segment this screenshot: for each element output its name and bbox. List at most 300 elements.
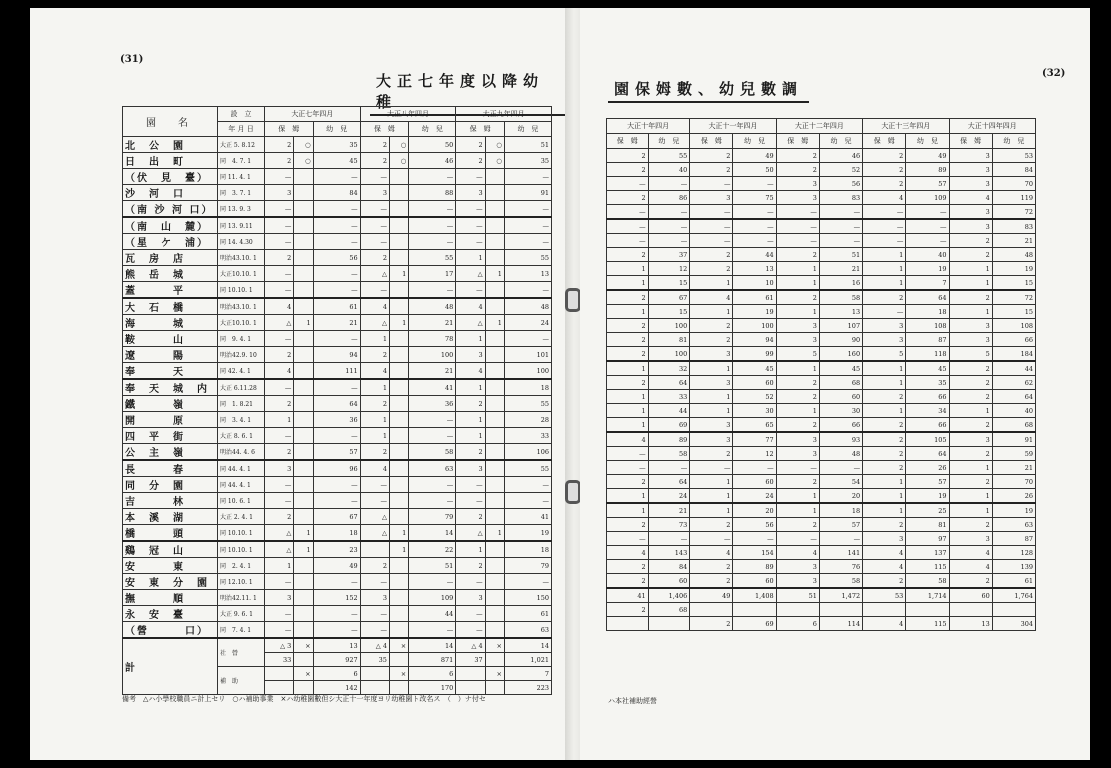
cell-value: ○ <box>389 137 408 153</box>
col-year: 大正十四年四月 <box>949 119 1035 134</box>
cell-value: 13 <box>733 262 776 276</box>
cell-value: 3 <box>949 333 992 347</box>
kindergarten-name: 熊 岳 城 <box>123 266 218 282</box>
cell-value: 3 <box>690 376 733 390</box>
cell-value: 30 <box>819 404 862 418</box>
cell-value: 1 <box>294 541 313 558</box>
cell-value: 57 <box>906 475 949 489</box>
cell-value: 21 <box>648 503 690 518</box>
cell-value: 3 <box>949 319 992 333</box>
cell-value: 46 <box>409 153 456 169</box>
cell-value: 63 <box>409 460 456 477</box>
established-date: 同 12.10. 1 <box>218 574 265 590</box>
cell-value: 69 <box>648 418 690 433</box>
cell-value: 3 <box>265 185 294 201</box>
cell-value: 45 <box>906 361 949 376</box>
cell-value: 2 <box>265 153 294 169</box>
cell-value: — <box>607 532 649 546</box>
cell-value: — <box>360 169 389 185</box>
total-value: × <box>485 667 504 681</box>
cell-value: — <box>456 493 485 509</box>
cell-value: 2 <box>690 262 733 276</box>
cell-value: — <box>819 234 862 248</box>
kindergarten-table-right <box>606 118 1036 631</box>
cell-value: — <box>265 622 294 639</box>
cell-value: — <box>409 169 456 185</box>
page-title: 園保姆數、幼兒數調 <box>608 78 809 103</box>
cell-value: △ <box>360 509 389 525</box>
table-row <box>123 574 552 590</box>
cell-value: — <box>265 266 294 282</box>
established-date: 明治43.10. 1 <box>218 250 265 266</box>
cell-value: 1 <box>607 390 649 404</box>
total-value <box>607 617 649 631</box>
cell-value: 34 <box>906 404 949 418</box>
cell-value: 1 <box>360 379 389 396</box>
total-row <box>607 617 1036 631</box>
cell-value: △ <box>456 315 485 331</box>
table-row <box>123 298 552 315</box>
cell-value: 4 <box>863 560 906 574</box>
kindergarten-name: 沙 河 口 <box>123 185 218 201</box>
cell-value: 2 <box>265 509 294 525</box>
table-row <box>123 153 552 169</box>
cell-value: 5 <box>949 347 992 362</box>
kindergarten-name: （營 口） <box>123 622 218 639</box>
cell-value: 2 <box>776 248 819 262</box>
cell-value: 3 <box>776 447 819 461</box>
cell-value: — <box>776 532 819 546</box>
cell-value: 64 <box>648 376 690 390</box>
cell-value: — <box>265 606 294 622</box>
cell-value: 2 <box>360 137 389 153</box>
cell-value: 2 <box>607 347 649 362</box>
cell-value: — <box>733 205 776 220</box>
col-teacher: 保 姆 <box>607 134 649 149</box>
cell-value: 89 <box>906 163 949 177</box>
cell-value: — <box>313 379 360 396</box>
cell-value: — <box>360 282 389 299</box>
cell-value <box>485 298 504 315</box>
cell-value <box>485 217 504 234</box>
cell-value: — <box>863 219 906 234</box>
cell-value: 105 <box>906 432 949 447</box>
cell-value: 2 <box>863 163 906 177</box>
cell-value: 44 <box>733 248 776 262</box>
total-value <box>360 667 389 681</box>
cell-value: 40 <box>906 248 949 262</box>
page-title: 大正七年度以降幼稚 <box>370 70 570 116</box>
cell-value: 17 <box>409 266 456 282</box>
cell-value: 26 <box>906 461 949 475</box>
cell-value: 19 <box>906 489 949 504</box>
cell-value: 60 <box>733 376 776 390</box>
cell-value: 15 <box>992 276 1035 291</box>
total-value <box>648 617 690 631</box>
cell-value: 60 <box>733 475 776 489</box>
cell-value: — <box>733 234 776 248</box>
cell-value: 3 <box>776 319 819 333</box>
cell-value: 2 <box>863 447 906 461</box>
cell-value: 4 <box>949 546 992 560</box>
cell-value: 1 <box>863 262 906 276</box>
cell-value: — <box>456 622 485 639</box>
cell-value <box>485 477 504 493</box>
cell-value: — <box>265 477 294 493</box>
kindergarten-table-left <box>122 106 552 695</box>
cell-value: — <box>607 219 649 234</box>
kindergarten-name: 鷄 冠 山 <box>123 541 218 558</box>
cell-value: 4 <box>360 298 389 315</box>
cell-value: 2 <box>265 347 294 363</box>
table-row <box>607 333 1036 347</box>
cell-value: 40 <box>992 404 1035 418</box>
kindergarten-name: 遼 陽 <box>123 347 218 363</box>
cell-value: 3 <box>863 532 906 546</box>
cell-value: 1 <box>863 489 906 504</box>
cell-value: 2 <box>360 444 389 461</box>
cell-value: — <box>360 622 389 639</box>
cell-value: 2 <box>607 518 649 532</box>
total-value: 142 <box>313 681 360 695</box>
cell-value: — <box>690 177 733 191</box>
kindergarten-name: 奉 天 城 内 <box>123 379 218 396</box>
cell-value: — <box>360 493 389 509</box>
cell-value: — <box>504 477 551 493</box>
cell-value: 87 <box>906 333 949 347</box>
cell-value: 91 <box>504 185 551 201</box>
cell-value: — <box>265 201 294 218</box>
cell-value: 100 <box>648 347 690 362</box>
cell-value: — <box>906 205 949 220</box>
cell-value: 40 <box>648 163 690 177</box>
total-value: 1,021 <box>504 653 551 667</box>
cell-value: — <box>456 169 485 185</box>
cell-value: 64 <box>906 290 949 305</box>
cell-value: 2 <box>690 333 733 347</box>
right-page <box>580 8 1090 760</box>
cell-value: 30 <box>733 404 776 418</box>
established-date: 同 14. 4.30 <box>218 234 265 250</box>
total-value: 53 <box>863 588 906 603</box>
cell-value: — <box>313 606 360 622</box>
cell-value: 46 <box>819 149 862 163</box>
cell-value <box>485 234 504 250</box>
cell-value <box>294 444 313 461</box>
cell-value <box>485 169 504 185</box>
cell-value: — <box>360 574 389 590</box>
cell-value: 4 <box>863 191 906 205</box>
total-value: 2 <box>607 603 649 617</box>
cell-value: 100 <box>504 363 551 380</box>
cell-value <box>485 428 504 444</box>
table-row <box>607 475 1036 489</box>
cell-value: 3 <box>456 460 485 477</box>
total-value <box>294 681 313 695</box>
cell-value: 1 <box>360 331 389 347</box>
total-value: 6 <box>313 667 360 681</box>
cell-value: — <box>313 574 360 590</box>
cell-value <box>485 412 504 428</box>
cell-value: 4 <box>690 290 733 305</box>
cell-value: 14 <box>409 525 456 542</box>
kindergarten-name: 四 平 街 <box>123 428 218 444</box>
cell-value: 56 <box>819 177 862 191</box>
cell-value <box>294 201 313 218</box>
cell-value: — <box>733 219 776 234</box>
cell-value: 21 <box>313 315 360 331</box>
col-teacher: 保 姆 <box>776 134 819 149</box>
cell-value: 1 <box>456 412 485 428</box>
cell-value: 1 <box>456 428 485 444</box>
col-child: 幼 兒 <box>409 122 456 137</box>
cell-value <box>389 185 408 201</box>
cell-value: 12 <box>648 262 690 276</box>
kindergarten-name: 安 東 <box>123 558 218 574</box>
kindergarten-name: 日 出 町 <box>123 153 218 169</box>
cell-value: 2 <box>690 149 733 163</box>
table-row <box>123 185 552 201</box>
cell-value <box>389 250 408 266</box>
cell-value: 2 <box>607 376 649 390</box>
cell-value: — <box>313 622 360 639</box>
cell-value <box>485 606 504 622</box>
col-teacher: 保 姆 <box>265 122 314 137</box>
cell-value: 2 <box>863 149 906 163</box>
cell-value: 3 <box>776 574 819 589</box>
cell-value: 2 <box>690 574 733 589</box>
cell-value: 48 <box>992 248 1035 262</box>
total-value: 37 <box>456 653 485 667</box>
cell-value: 1 <box>776 305 819 319</box>
cell-value: 49 <box>313 558 360 574</box>
cell-value: 1 <box>776 262 819 276</box>
cell-value: 109 <box>409 590 456 606</box>
cell-value: 18 <box>819 503 862 518</box>
established-date: 大正 8. 6. 1 <box>218 428 265 444</box>
cell-value: — <box>456 574 485 590</box>
cell-value: 1 <box>690 489 733 504</box>
cell-value: 55 <box>504 460 551 477</box>
cell-value: 66 <box>992 333 1035 347</box>
cell-value: 5 <box>776 347 819 362</box>
cell-value: 77 <box>733 432 776 447</box>
cell-value: 1 <box>949 461 992 475</box>
cell-value: 57 <box>313 444 360 461</box>
cell-value: 2 <box>265 444 294 461</box>
kindergarten-name: 大 石 橋 <box>123 298 218 315</box>
col-child: 幼 兒 <box>648 134 690 149</box>
cell-value: 143 <box>648 546 690 560</box>
established-date: 同 3. 4. 1 <box>218 412 265 428</box>
cell-value <box>485 541 504 558</box>
cell-value: △ <box>265 315 294 331</box>
cell-value: 44 <box>648 404 690 418</box>
established-date: 大正 9. 6. 1 <box>218 606 265 622</box>
cell-value: 3 <box>265 460 294 477</box>
cell-value: — <box>504 574 551 590</box>
table-row <box>123 169 552 185</box>
cell-value: 12 <box>733 447 776 461</box>
cell-value: 1 <box>863 276 906 291</box>
table-row <box>123 622 552 639</box>
cell-value: 1 <box>607 305 649 319</box>
cell-value: 1 <box>607 503 649 518</box>
cell-value <box>294 428 313 444</box>
cell-value: — <box>313 266 360 282</box>
cell-value: 24 <box>504 315 551 331</box>
cell-value <box>485 574 504 590</box>
table-row <box>607 361 1036 376</box>
kindergarten-name: （星 ケ 浦） <box>123 234 218 250</box>
cell-value: 66 <box>906 418 949 433</box>
cell-value: — <box>607 447 649 461</box>
cell-value: — <box>607 205 649 220</box>
cell-value: 84 <box>648 560 690 574</box>
cell-value: 81 <box>648 333 690 347</box>
cell-value: 35 <box>906 376 949 390</box>
cell-value: 1 <box>485 315 504 331</box>
cell-value: 81 <box>906 518 949 532</box>
cell-value: 2 <box>863 390 906 404</box>
cell-value: — <box>360 234 389 250</box>
total-value <box>776 603 819 617</box>
cell-value: 61 <box>504 606 551 622</box>
cell-value: — <box>504 282 551 299</box>
table-row <box>607 305 1036 319</box>
cell-value: 4 <box>360 460 389 477</box>
established-date: 同 7. 4. 1 <box>218 622 265 639</box>
total-value <box>389 653 408 667</box>
cell-value: 72 <box>992 205 1035 220</box>
cell-value: 49 <box>733 149 776 163</box>
cell-value: 76 <box>819 560 862 574</box>
cell-value: 41 <box>504 509 551 525</box>
table-row <box>123 412 552 428</box>
col-child: 幼 兒 <box>504 122 551 137</box>
cell-value: — <box>819 219 862 234</box>
cell-value: — <box>607 234 649 248</box>
table-row <box>607 177 1036 191</box>
cell-value: — <box>648 461 690 475</box>
cell-value: 2 <box>360 347 389 363</box>
cell-value <box>389 509 408 525</box>
cell-value: △ <box>265 525 294 542</box>
cell-value: — <box>265 379 294 396</box>
total-value <box>294 653 313 667</box>
cell-value: — <box>265 493 294 509</box>
table-row <box>607 262 1036 276</box>
cell-value <box>294 347 313 363</box>
col-teacher: 保 姆 <box>863 134 906 149</box>
established-date: 同 10. 6. 1 <box>218 493 265 509</box>
cell-value: 75 <box>733 191 776 205</box>
cell-value: 10 <box>733 276 776 291</box>
total-sublabel: 補 助 <box>218 667 265 695</box>
cell-value: 83 <box>992 219 1035 234</box>
cell-value: 33 <box>648 390 690 404</box>
total-label: 計 <box>123 638 218 695</box>
cell-value: — <box>313 331 360 347</box>
cell-value: ○ <box>485 153 504 169</box>
cell-value: — <box>504 331 551 347</box>
footnote: ハ本社補助經營 <box>608 697 657 705</box>
cell-value <box>294 379 313 396</box>
cell-value: 3 <box>690 347 733 362</box>
cell-value: 15 <box>648 305 690 319</box>
cell-value: 150 <box>504 590 551 606</box>
cell-value: 4 <box>265 298 294 315</box>
cell-value: 106 <box>504 444 551 461</box>
table-row <box>123 379 552 396</box>
total-value <box>360 681 389 695</box>
total-value: 223 <box>504 681 551 695</box>
cell-value: 1 <box>389 525 408 542</box>
cell-value <box>485 331 504 347</box>
cell-value: 2 <box>360 558 389 574</box>
cell-value: 1 <box>863 475 906 489</box>
cell-value <box>485 379 504 396</box>
cell-value: 21 <box>819 262 862 276</box>
cell-value: 72 <box>992 290 1035 305</box>
cell-value: — <box>265 574 294 590</box>
total-value: 68 <box>648 603 690 617</box>
cell-value: 1 <box>949 489 992 504</box>
cell-value: 1 <box>360 412 389 428</box>
cell-value: 101 <box>504 347 551 363</box>
cell-value: — <box>360 606 389 622</box>
cell-value: 2 <box>265 250 294 266</box>
cell-value: 65 <box>733 418 776 433</box>
cell-value: 3 <box>949 205 992 220</box>
cell-value: 1 <box>690 305 733 319</box>
cell-value: 1 <box>776 503 819 518</box>
cell-value: — <box>456 606 485 622</box>
cell-value <box>389 331 408 347</box>
cell-value <box>485 185 504 201</box>
cell-value: 64 <box>313 396 360 412</box>
cell-value: 15 <box>648 276 690 291</box>
cell-value: 1 <box>949 262 992 276</box>
cell-value: 56 <box>733 518 776 532</box>
total-value: 2 <box>690 617 733 631</box>
cell-value: 58 <box>648 447 690 461</box>
cell-value: 1 <box>389 266 408 282</box>
cell-value: 1 <box>690 404 733 418</box>
cell-value: 3 <box>360 185 389 201</box>
established-date: 同 10.10. 1 <box>218 541 265 558</box>
cell-value: — <box>456 234 485 250</box>
total-value: 114 <box>819 617 862 631</box>
cell-value: 2 <box>690 319 733 333</box>
cell-value: — <box>313 282 360 299</box>
cell-value <box>294 622 313 639</box>
cell-value: 1 <box>607 418 649 433</box>
total-value: 1,406 <box>648 588 690 603</box>
cell-value: 52 <box>819 163 862 177</box>
established-date: 同 4. 7. 1 <box>218 153 265 169</box>
cell-value <box>389 590 408 606</box>
cell-value: 58 <box>819 574 862 589</box>
cell-value: 2 <box>265 396 294 412</box>
cell-value: — <box>265 169 294 185</box>
cell-value: — <box>409 234 456 250</box>
cell-value <box>294 250 313 266</box>
cell-value: 24 <box>733 489 776 504</box>
total-value: 6 <box>409 667 456 681</box>
kindergarten-name: 海 城 <box>123 315 218 331</box>
established-date: 同 42. 4. 1 <box>218 363 265 380</box>
